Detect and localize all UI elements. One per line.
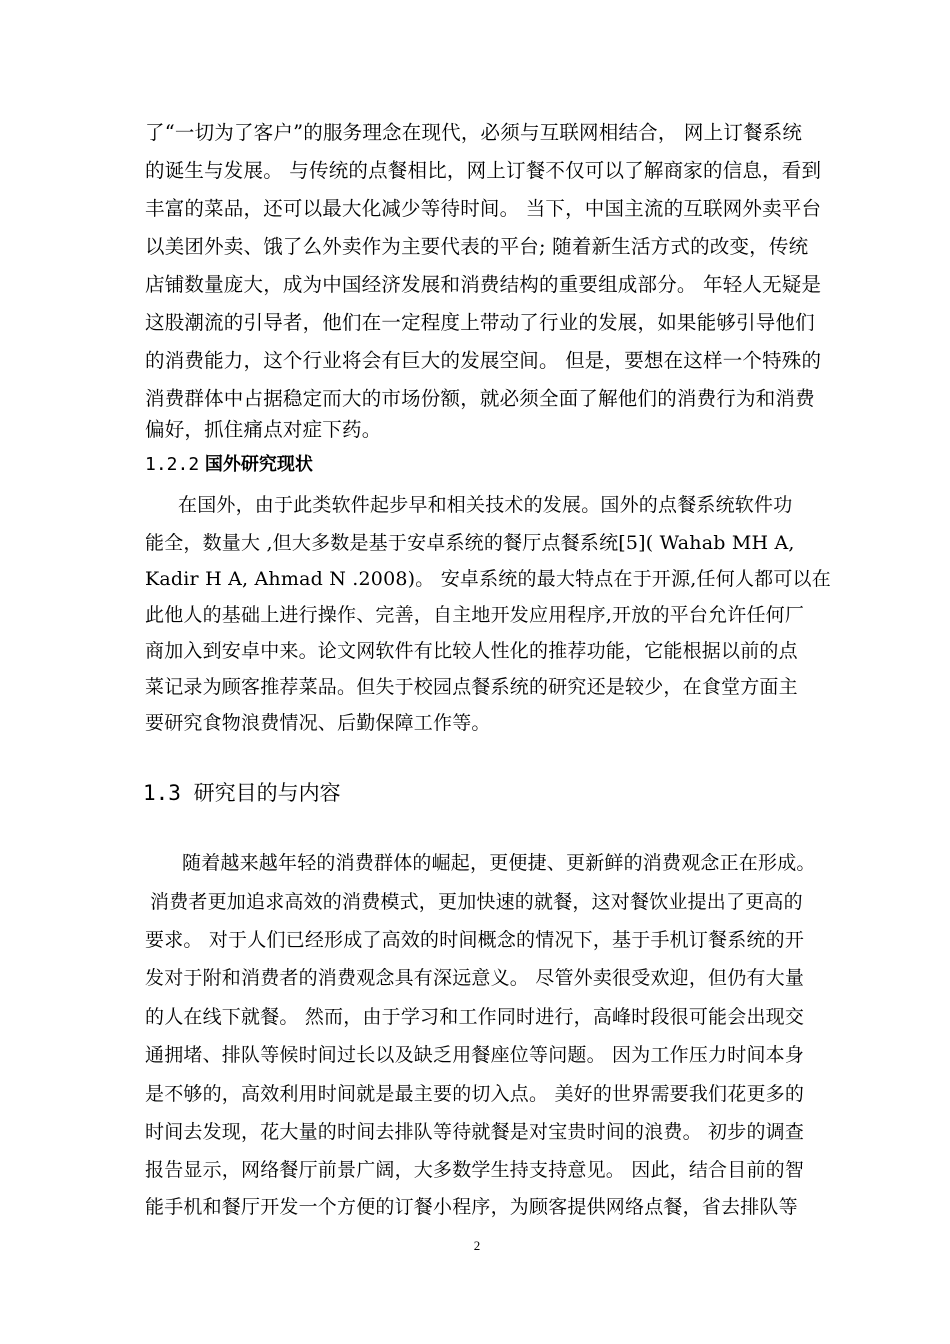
text-line: 要研究食物浪费情况、后勤保障工作等。 xyxy=(145,712,491,734)
section-heading-1-3 xyxy=(143,778,341,808)
text-line: 发对于附和消费者的消费观念具有深远意义。 尽管外卖很受欢迎，但仍有大量 xyxy=(145,967,805,989)
section-number: 1.2.2 xyxy=(145,454,200,475)
section-title: 国外研究现状 xyxy=(204,454,313,475)
text-line: 要求。 对于人们已经形成了高效的时间概念的情况下，基于手机订餐系统的开 xyxy=(145,929,805,951)
text-line: 消费群体中占据稳定而大的市场份额，就必须全面了解他们的消费行为和消费 xyxy=(145,387,815,410)
text-line: 能全，数量大 ,但大多数是基于安卓系统的餐厅点餐系统[5]( Wahab MH A, xyxy=(145,532,795,554)
text-line: Kadir H A, Ahmad N .2008)。 安卓系统的最大特点在于开源,任何人都可以在 xyxy=(145,568,831,590)
text-line: 的诞生与发展。 与传统的点餐相比，网上订餐不仅可以了解商家的信息，看到 xyxy=(145,159,822,182)
text-line: 通拥堵、排队等候时间过长以及缺乏用餐座位等问题。 因为工作压力时间本身 xyxy=(145,1044,805,1066)
text-line: 报告显示，网络餐厅前景广阔，大多数学生持支持意见。 因此，结合目前的智 xyxy=(145,1159,805,1181)
text-line: 能手机和餐厅开发一个方便的订餐小程序，为顾客提供网络点餐，省去排队等 xyxy=(145,1196,798,1218)
text-line: 的人在线下就餐。 然而，由于学习和工作同时进行，高峰时段很可能会出现交 xyxy=(145,1006,805,1028)
section-number: 1.3 xyxy=(143,781,181,805)
text-line: 这股潮流的引导者，他们在一定程度上带动了行业的发展，如果能够引导他们 xyxy=(145,311,815,334)
section-title: 研究目的与内容 xyxy=(193,781,341,805)
text-line: 此他人的基础上进行操作、完善，自主地开发应用程序,开放的平台允许任何厂 xyxy=(145,604,805,626)
text-line: 的消费能力，这个行业将会有巨大的发展空间。 但是，要想在这样一个特殊的 xyxy=(145,349,822,372)
text-line: 丰富的菜品，还可以最大化减少等待时间。 当下，中国主流的互联网外卖平台 xyxy=(145,197,822,220)
text-line: 店铺数量庞大，成为中国经济发展和消费结构的重要组成部分。 年轻人无疑是 xyxy=(145,273,822,296)
text-line: 菜记录为顾客推荐菜品。但失于校园点餐系统的研究还是较少，在食堂方面主 xyxy=(145,676,798,698)
text-line: 随着越来越年轻的消费群体的崛起，更便捷、更新鲜的消费观念正在形成。 xyxy=(182,852,816,874)
text-line: 是不够的，高效利用时间就是最主要的切入点。 美好的世界需要我们花更多的 xyxy=(145,1083,805,1105)
page-number: 2 xyxy=(473,1238,481,1253)
text-line: 时间去发现，花大量的时间去排队等待就餐是对宝贵时间的浪费。 初步的调查 xyxy=(145,1121,805,1143)
text-line: 商加入到安卓中来。论文网软件有比较人性化的推荐功能，它能根据以前的点 xyxy=(145,640,798,662)
text-line: 了“一切为了客户”的服务理念在现代，必须与互联网相结合， 网上订餐系统 xyxy=(145,121,803,144)
text-line: 消费者更加追求高效的消费模式，更加快速的就餐，这对餐饮业提出了更高的 xyxy=(150,891,803,913)
text-line: 以美团外卖、饿了么外卖作为主要代表的平台; 随着新生活方式的改变，传统 xyxy=(145,235,809,258)
section-heading-1-2-2 xyxy=(145,451,313,479)
text-line: 在国外，由于此类软件起步早和相关技术的发展。国外的点餐系统软件功 xyxy=(178,494,793,516)
text-line: 偏好，抓住痛点对症下药。 xyxy=(145,418,382,441)
